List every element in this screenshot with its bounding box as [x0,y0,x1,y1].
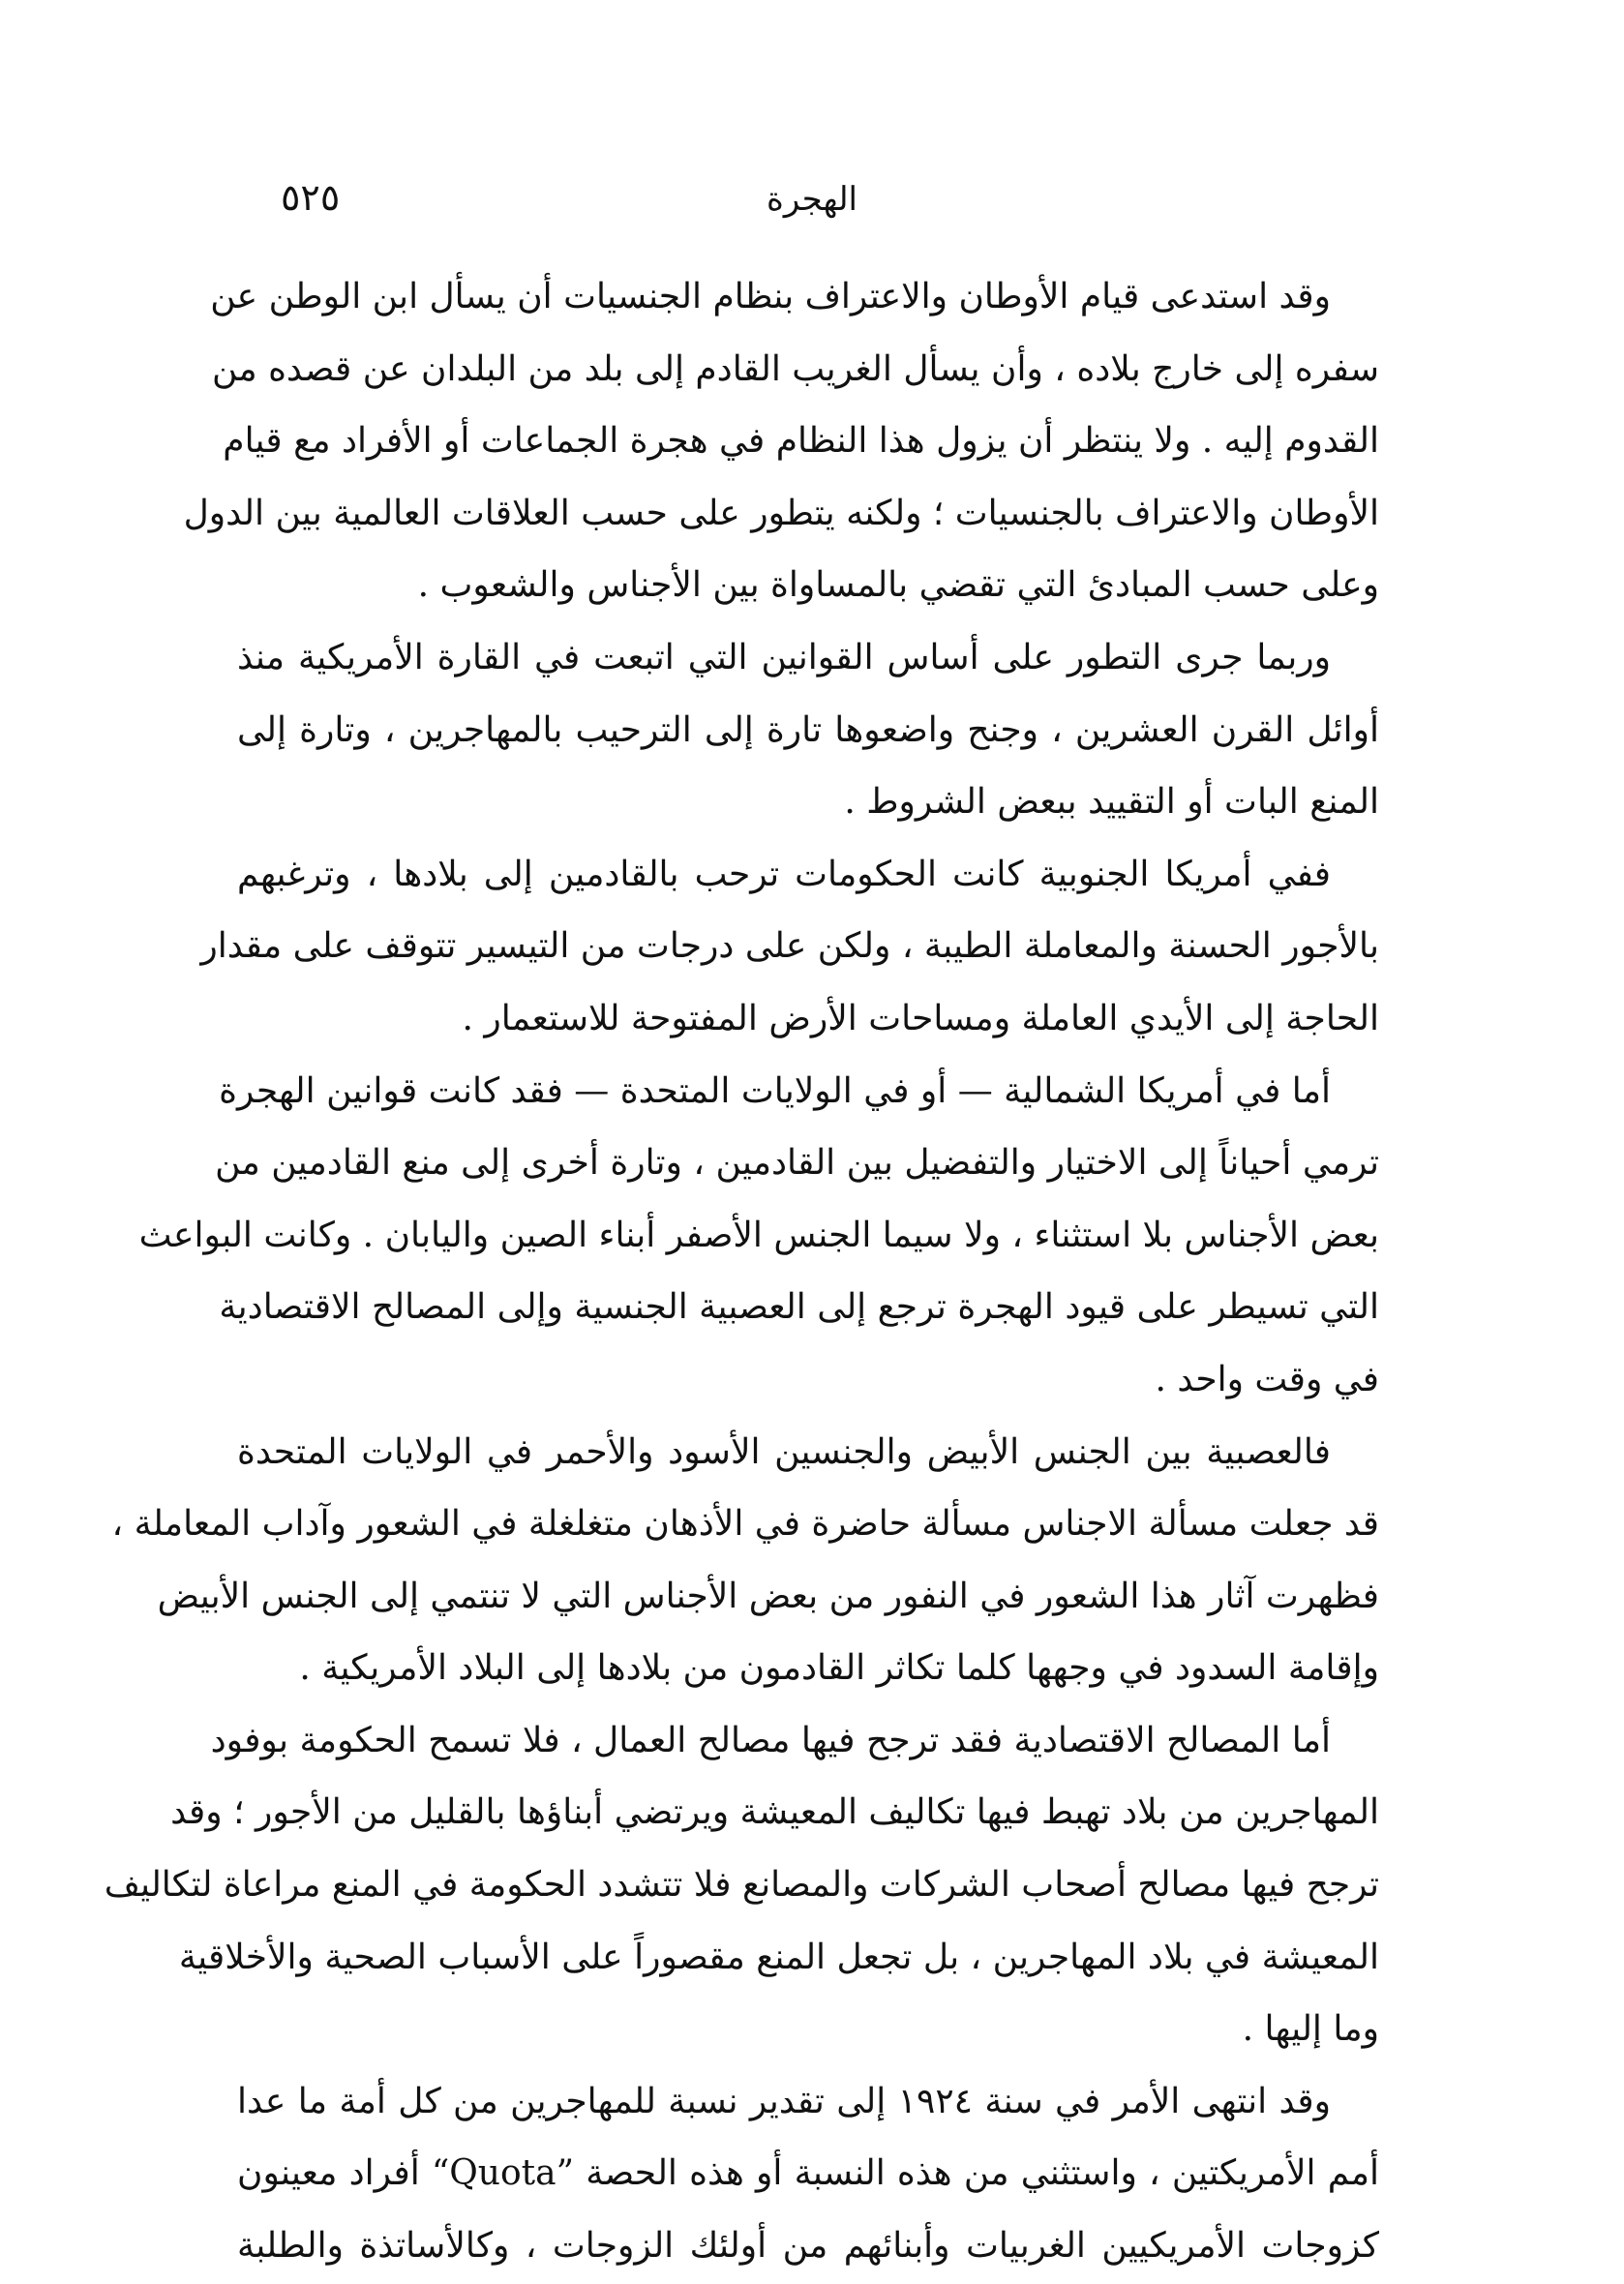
text-line: وعلى حسب المبادئ التي تقضي بالمساواة بين الأجناس والشعوب . [417,565,1379,606]
text-line: الأوطان والاعتراف بالجنسيات ؛ ولكنه يتطور على حسب العلاقات العالمية بين الدول [183,493,1379,533]
text-line: كزوجات الأمريكيين الغربيات وأبنائهم من أولئك الزوجات ، وكالأساتذة والطلبة [237,2226,1379,2267]
text-line: أما في أمريكا الشمالية — أو في الولايات المتحدة — فقد كانت قوانين الهجرة [219,1070,1331,1111]
text-line: بالأجور الحسنة والمعاملة الطيبة ، ولكن على درجات من التيسير تتوقف على مقدار [200,926,1379,967]
paragraph-4 [138,1056,1379,1417]
body-text [104,261,1379,2283]
paragraph-3 [200,839,1379,1056]
text-line: أما المصالح الاقتصادية فقد ترجح فيها مصالح العمال ، فلا تسمح الحكومة بوفود [210,1720,1331,1760]
paragraph-1 [183,261,1379,622]
text-line: أوائل القرن العشرين ، وجنح واضعوها تارة إلى الترحيب بالمهاجرين ، وتارة إلى [237,709,1379,750]
text-line: أمم الأمريكتين ، واستثني من هذه النسبة أو هذه الحصة ”Quota“ أفراد معينون [237,2153,1379,2194]
text-line: ترمي أحياناً إلى الاختيار والتفضيل بين القادمين ، وتارة أخرى إلى منع القادمين من [215,1143,1379,1184]
text-line: ترجح فيها مصالح أصحاب الشركات والمصانع فلا تتشدد الحكومة في المنع مراعاة لتكاليف [104,1865,1379,1906]
text-line: بعض الأجناس بلا استثناء ، ولا سيما الجنس الأصفر أبناء الصين واليابان . وكانت البواعث [138,1215,1379,1255]
text-line: وربما جرى التطور على أساس القوانين التي اتبعت في القارة الأمريكية منذ [237,637,1331,677]
page-header [242,176,1382,244]
text-line: المنع البات أو التقييد ببعض الشروط . [844,782,1379,823]
text-line: المهاجرين من بلاد تهبط فيها تكاليف المعيشة ويرتضي أبناؤها بالقليل من الأجور ؛ وقد [170,1792,1379,1833]
text-line: وإقامة السدود في وجهها كلما تكاثر القادمون من بلادها إلى البلاد الأمريكية . [299,1648,1379,1689]
text-line: قد جعلت مسألة الاجناس مسألة حاضرة في الأذهان متغلغلة في الشعور وآداب المعاملة ، [111,1504,1379,1545]
text-line: فظهرت آثار هذا الشعور في النفور من بعض الأجناس التي لا تنتمي إلى الجنس الأبيض [157,1576,1379,1616]
text-line: فالعصبية بين الجنس الأبيض والجنسين الأسود والأحمر في الولايات المتحدة [237,1431,1331,1472]
text-line: في وقت واحد . [1155,1359,1379,1399]
text-line: سفره إلى خارج بلاده ، وأن يسأل الغريب القادم إلى بلد من البلدان عن قصده من [211,348,1379,389]
text-line: ففي أمريكا الجنوبية كانت الحكومات ترحب بالقادمين إلى بلادها ، وترغبهم [237,854,1331,894]
text-line: التي تسيطر على قيود الهجرة ترجع إلى العصبية الجنسية وإلى المصالح الاقتصادية [219,1287,1379,1328]
text-line: المعيشة في بلاد المهاجرين ، بل تجعل المنع مقصوراً على الأسباب الصحية والأخلاقية [178,1937,1379,1977]
text-line: الحاجة إلى الأيدي العاملة ومساحات الأرض المفتوحة للاستعمار . [462,998,1379,1038]
paragraph-5 [111,1417,1379,1705]
page-number: ٥٢٥ [281,176,341,219]
paragraph-2 [237,622,1379,839]
paragraph-6 [104,1705,1379,2066]
text-line: وقد انتهى الأمر في سنة ١٩٢٤ إلى تقدير نسبة للمهاجرين من كل أمة ما عدا [237,2081,1332,2121]
paragraph-7 [237,2066,1379,2283]
text-line: القدوم إليه . ولا ينتظر أن يزول هذا النظام في هجرة الجماعات أو الأفراد مع قيام [223,421,1379,462]
running-title: الهجرة [767,180,857,219]
text-line: وقد استدعى قيام الأوطان والاعتراف بنظام الجنسيات أن يسأل ابن الوطن عن [210,277,1331,316]
text-line: وما إليها . [1242,2009,1379,2050]
